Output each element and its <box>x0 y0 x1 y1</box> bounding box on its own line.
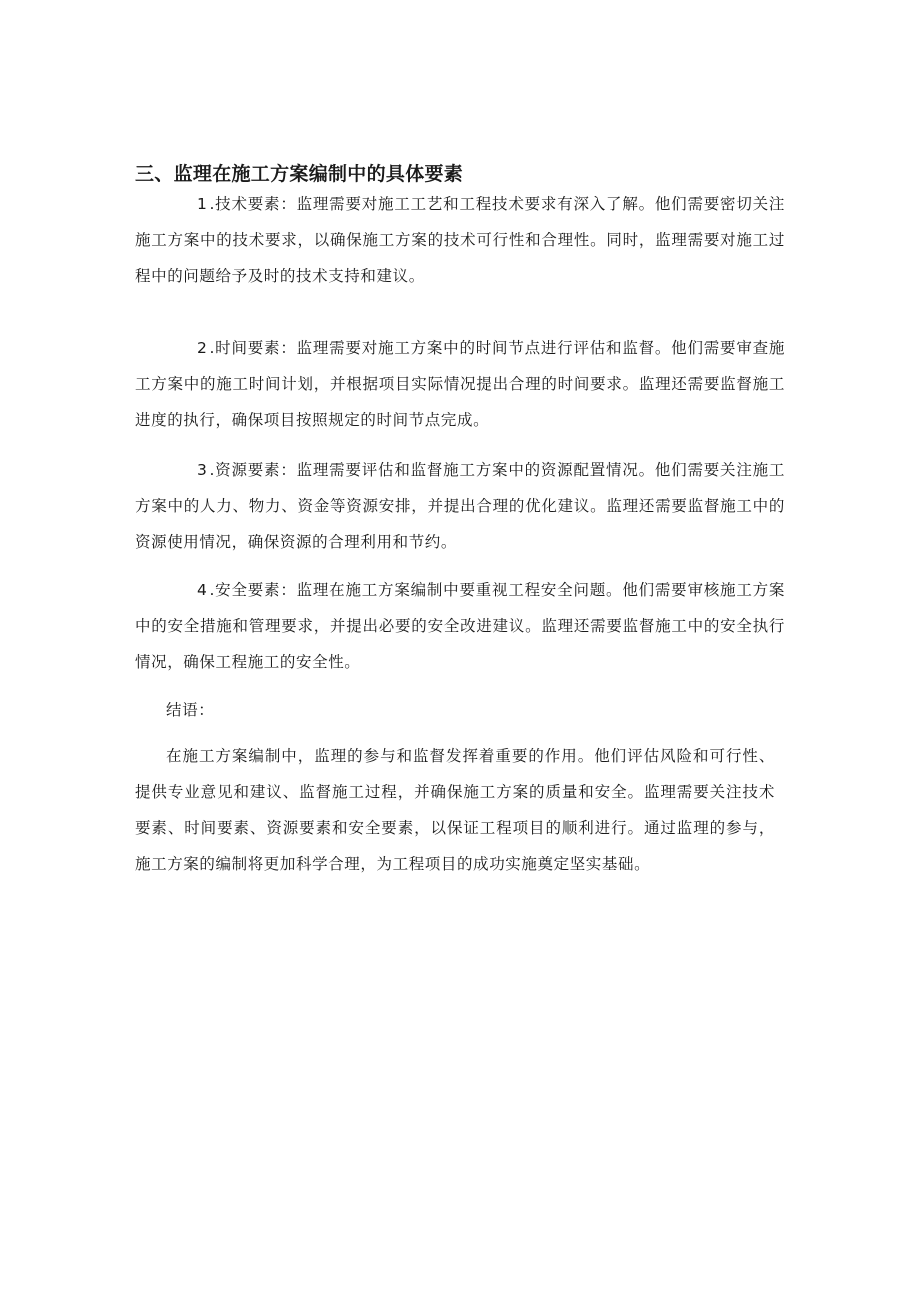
item-paragraph-1 <box>135 186 785 294</box>
conclusion-label: 结语： <box>166 701 215 719</box>
item-text: .时间要素：监理需要对施工方案中的时间节点进行评估和监督。他们需要审查施工方案中的施工时间计划，并根据项目实际情况提出合理的时间要求。监理还需要监督施工进度的执行，确保项目按照规定的时间节点完成。 <box>135 339 785 429</box>
item-paragraph-4 <box>135 572 785 680</box>
section-heading: 三、监理在施工方案编制中的具体要素 <box>135 163 464 185</box>
item-paragraph-3 <box>135 452 785 560</box>
item-number: 4 <box>197 581 208 599</box>
conclusion-paragraph: 在施工方案编制中，监理的参与和监督发挥着重要的作用。他们评估风险和可行性、提供专业意见和建议、监督施工过程，并确保施工方案的质量和安全。监理需要关注技术要素、时间要素、资源要素和安全要素，以保证工程项目的顺利进行。通过监理的参与，施工方案的编制将更加科学合理，为工程项目的成功实施奠定坚实基础。 <box>135 747 775 873</box>
item-number: 2 <box>197 339 208 357</box>
item-text: .安全要素：监理在施工方案编制中要重视工程安全问题。他们需要审核施工方案中的安全措施和管理要求，并提出必要的安全改进建议。监理还需要监督施工中的安全执行情况，确保工程施工的安全性。 <box>135 581 785 671</box>
item-number: 3 <box>197 461 208 479</box>
item-text: .技术要素：监理需要对施工工艺和工程技术要求有深入了解。他们需要密切关注施工方案中的技术要求，以确保施工方案的技术可行性和合理性。同时，监理需要对施工过程中的问题给予及时的技术支持和建议。 <box>135 195 785 285</box>
item-text: .资源要素：监理需要评估和监督施工方案中的资源配置情况。他们需要关注施工方案中的人力、物力、资金等资源安排，并提出合理的优化建议。监理还需要监督施工中的资源使用情况，确保资源的合理利用和节约。 <box>135 461 785 551</box>
item-number: 1 <box>197 195 208 213</box>
item-paragraph-2 <box>135 330 785 438</box>
